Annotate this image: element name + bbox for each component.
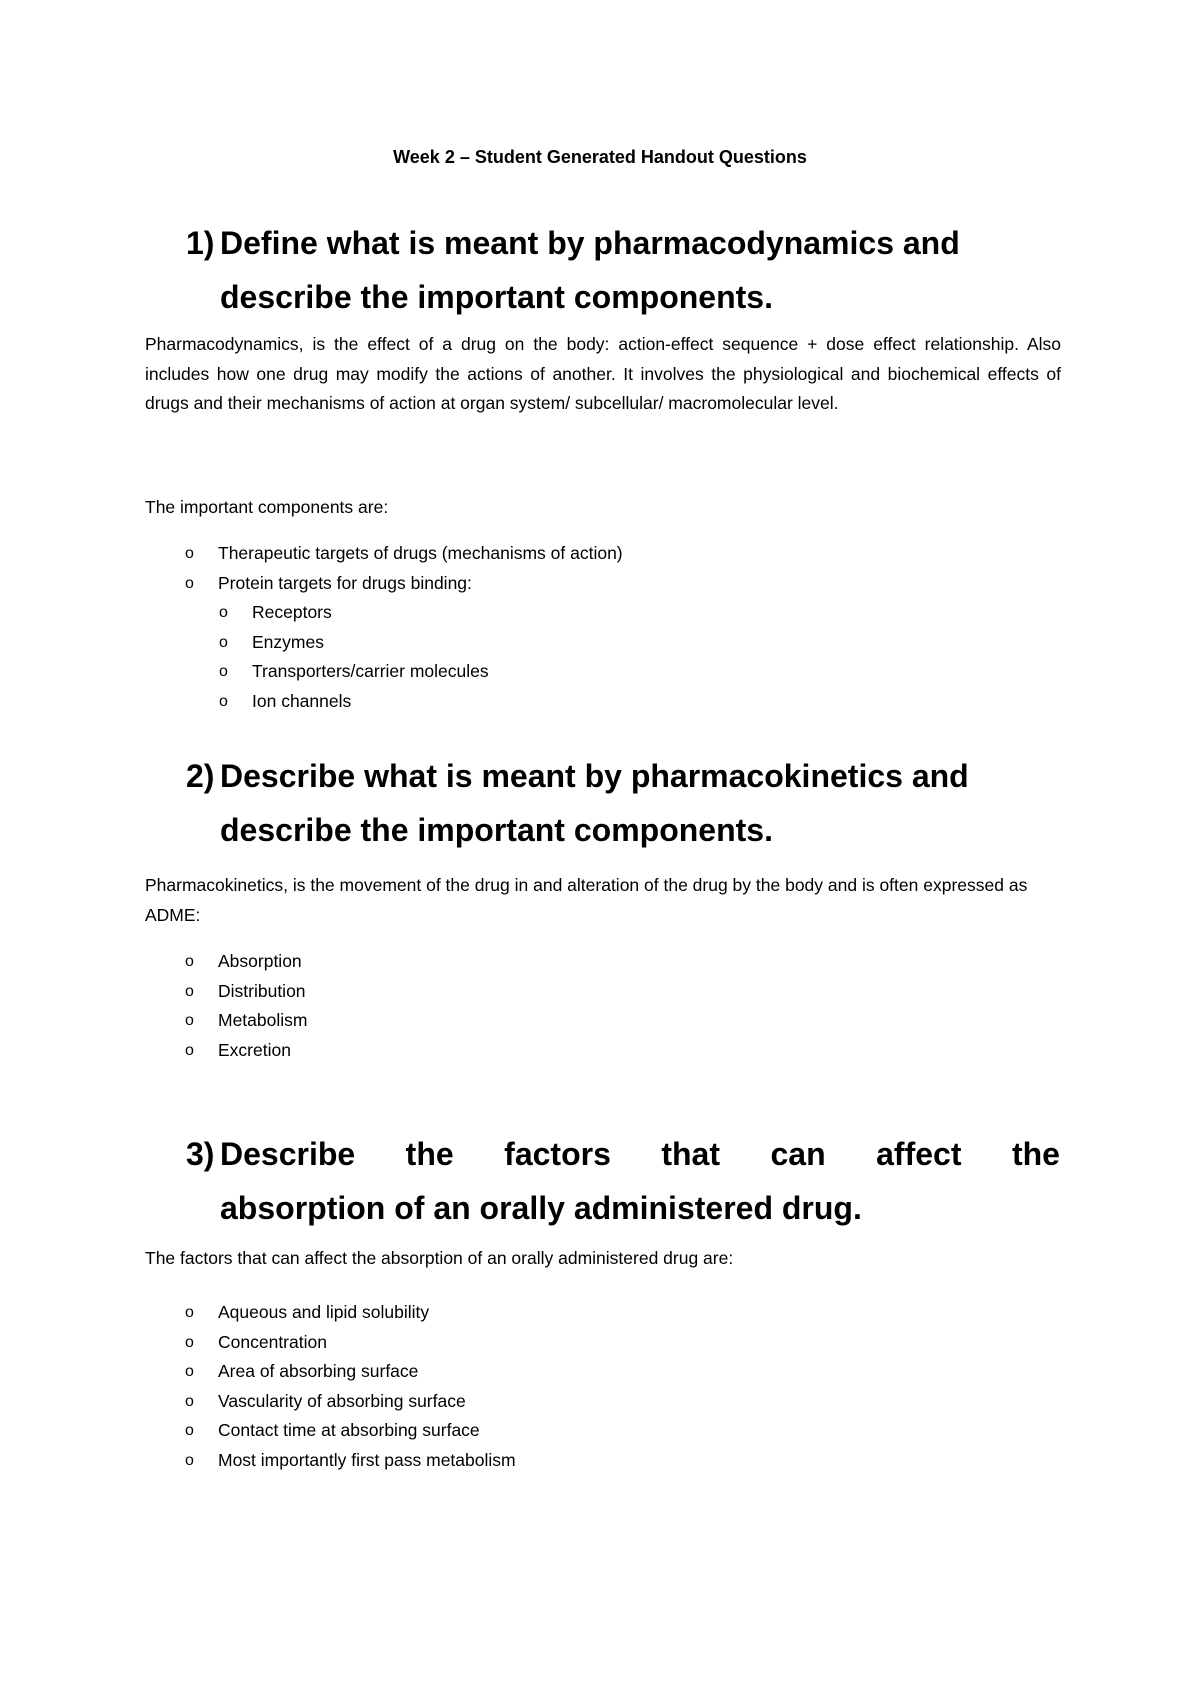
bullet-icon: o xyxy=(185,1333,194,1351)
heading-line: describe the important components. xyxy=(220,812,773,848)
bullet-icon: o xyxy=(185,1363,194,1380)
bullet-icon: o xyxy=(219,604,228,621)
bullet-icon: o xyxy=(219,663,228,680)
bullet-icon: o xyxy=(185,574,194,592)
question-1-intro: The important components are: xyxy=(145,497,389,517)
bullet-icon: o xyxy=(185,1012,194,1029)
bullet-icon: o xyxy=(185,1422,194,1439)
document-page: Week 2 – Student Generated Handout Questions 1) Define what is meant by pharmacodynamics and describe the important components. Pharmacodynamics, is the effect of a drug on the body: action-effect sequence + dose effect relationship. Also includes how one drug may modify the actions of another. It involves the physiological and biochemical effects of drugs and their mechanisms of action at organ system/ subcellular/ macromolecular level. The important components are: o Therapeutic targets of drugs (mechanisms of action) o Protein targets for drugs binding: o Receptors o Enzymes o Transporters/carrier molecules o Ion channels 2) Describe what is meant by pharmacokinetics and describe the important components. Pharmacokinetics, is the movement of the drug in and alteration of the drug by the body and is often expressed as ADME: o Absorption o Distribution o Metabolism o Excretion 3) Describe the factors that can affect the absorption of an orally administered drug. The factors that can affect the absorption of an orally administered drug are: o Aqueous and lipid solubility o Concentration o Area of absorbing surface o Vascularity of absorbing surface o Contact time at absorbing surface o Most importantly first pass metabolism xyxy=(0,0,1200,1698)
bullet-icon: o xyxy=(185,1304,194,1321)
question-number: 1) xyxy=(186,225,215,261)
heading-line: absorption of an orally administered drug. xyxy=(220,1190,862,1226)
heading-line: Describe what is meant by pharmacokinetics and xyxy=(220,758,969,794)
question-3-heading xyxy=(186,1127,1060,1235)
heading-line: Define what is meant by pharmacodynamics and xyxy=(220,225,960,261)
question-number: 2) xyxy=(186,758,215,794)
heading-line: Describe the factors that can affect the xyxy=(220,1136,1060,1172)
question-3-intro: The factors that can affect the absorption of an orally administered drug are: xyxy=(145,1248,734,1268)
bullet-icon: o xyxy=(219,692,228,710)
bullet-icon: o xyxy=(185,1392,194,1410)
heading-line: describe the important components. xyxy=(220,279,773,315)
bullet-icon: o xyxy=(185,982,194,1000)
question-1-heading xyxy=(186,216,1060,324)
document-title: Week 2 – Student Generated Handout Questions xyxy=(393,147,807,167)
question-2-paragraph: Pharmacokinetics, is the movement of the drug in and alteration of the drug by the body and is often expressed as ADME: xyxy=(145,875,1028,925)
question-number: 3) xyxy=(186,1136,215,1172)
bullet-icon: o xyxy=(185,545,194,562)
question-2-heading xyxy=(186,749,1060,857)
bullet-icon: o xyxy=(219,633,228,651)
question-1-paragraph: Pharmacodynamics, is the effect of a drug on the body: action-effect sequence + dose effect relationship. Also includes how one drug may modify the actions of another. It involves the physiological and biochemical effects of drugs and their mechanisms of action at organ system/ subcellular/ macromolecular level. xyxy=(145,334,1061,413)
bullet-icon: o xyxy=(185,953,194,970)
bullet-icon: o xyxy=(185,1451,194,1469)
bullet-icon: o xyxy=(185,1041,194,1059)
